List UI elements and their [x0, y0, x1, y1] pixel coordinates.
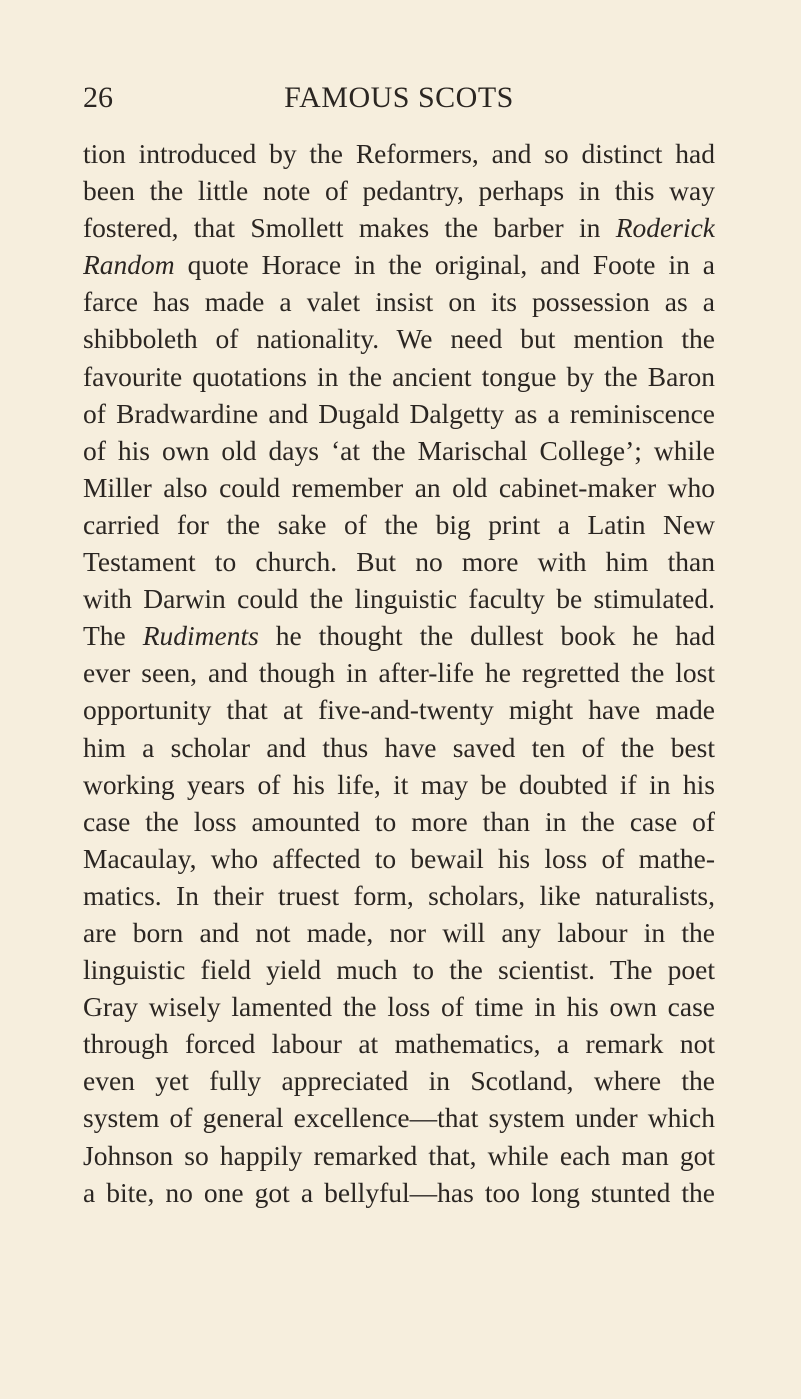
- text-line: [83, 1099, 715, 1136]
- text-line: [83, 246, 715, 283]
- text-line: [83, 877, 715, 914]
- text-run: favourite quotations in the ancient tongue by the Baron: [83, 360, 715, 392]
- text-run: he thought the dullest book he had: [258, 620, 715, 652]
- text-line: [83, 729, 715, 766]
- text-line: [83, 691, 715, 728]
- text-line: [83, 1174, 715, 1211]
- text-run: fostered, that Smollett makes the barber in: [83, 212, 616, 244]
- text-run: with Darwin could the linguistic faculty be stimulated.: [83, 583, 715, 615]
- italic-title: Roderick: [615, 212, 715, 244]
- text-line: [83, 654, 715, 691]
- text-run: case the loss amounted to more than in the case of: [83, 805, 715, 837]
- text-run: a bite, no one got a bellyful—has too long stunted the: [83, 1176, 715, 1208]
- text-line: [83, 395, 715, 432]
- text-line: [83, 951, 715, 988]
- text-line: [83, 1137, 715, 1174]
- text-run: system of general excellence—that system under which: [83, 1102, 715, 1134]
- text-run: working years of his life, it may be doubted if in his: [83, 768, 715, 800]
- text-run: Gray wisely lamented the loss of time in his own case: [83, 991, 715, 1023]
- text-run: of Bradwardine and Dugald Dalgetty as a reminiscence: [83, 397, 715, 429]
- text-line: [83, 432, 715, 469]
- text-line: [83, 617, 715, 654]
- text-run: even yet fully appreciated in Scotland, where the: [83, 1065, 715, 1097]
- text-line: [83, 358, 715, 395]
- text-line: [83, 580, 715, 617]
- page-header: [83, 78, 715, 118]
- text-line: [83, 543, 715, 580]
- text-run: him a scholar and thus have saved ten of the best: [83, 731, 715, 763]
- text-run: linguistic field yield much to the scientist. The poet: [83, 954, 715, 986]
- text-run: Macaulay, who affected to bewail his loss of mathe-: [83, 842, 715, 874]
- text-run: quote Horace in the original, and Foote in a: [174, 249, 715, 281]
- text-run: ever seen, and though in after-life he regretted the lost: [83, 657, 715, 689]
- text-run: been the little note of pedantry, perhaps in this way: [83, 175, 715, 207]
- text-line: [83, 766, 715, 803]
- text-run: are born and not made, nor will any labour in the: [83, 916, 715, 948]
- text-run: farce has made a valet insist on its possession as a: [83, 286, 715, 318]
- text-line: [83, 209, 715, 246]
- text-run: of his own old days ‘at the Marischal College’; while: [83, 434, 715, 466]
- text-line: [83, 803, 715, 840]
- running-head: FAMOUS SCOTS: [284, 81, 514, 114]
- text-run: Testament to church. But no more with him than: [83, 546, 715, 578]
- page-number: 26: [83, 81, 113, 114]
- text-run: tion introduced by the Reformers, and so distinct had: [83, 138, 715, 169]
- text-line: [83, 469, 715, 506]
- body-text: [83, 135, 715, 1211]
- text-run: Miller also could remember an old cabinet-maker who: [83, 471, 715, 503]
- text-line: [83, 1062, 715, 1099]
- text-run: opportunity that at five-and-twenty might have made: [83, 694, 715, 726]
- text-run: shibboleth of nationality. We need but mention the: [83, 323, 715, 355]
- text-line: [83, 283, 715, 320]
- text-run: Johnson so happily remarked that, while each man got: [83, 1139, 715, 1171]
- text-line: [83, 1025, 715, 1062]
- text-line: [83, 320, 715, 357]
- italic-title: Random: [83, 249, 175, 281]
- text-line: [83, 914, 715, 951]
- text-line: [83, 988, 715, 1025]
- text-line: [83, 135, 715, 172]
- text-run: matics. In their truest form, scholars, like naturalists,: [83, 879, 715, 911]
- text-run: carried for the sake of the big print a Latin New: [83, 508, 715, 540]
- text-run: through forced labour at mathematics, a remark not: [83, 1028, 715, 1060]
- text-line: [83, 840, 715, 877]
- italic-title: Rudiments: [142, 620, 259, 652]
- text-line: [83, 172, 715, 209]
- text-line: [83, 506, 715, 543]
- text-run: The: [83, 620, 143, 652]
